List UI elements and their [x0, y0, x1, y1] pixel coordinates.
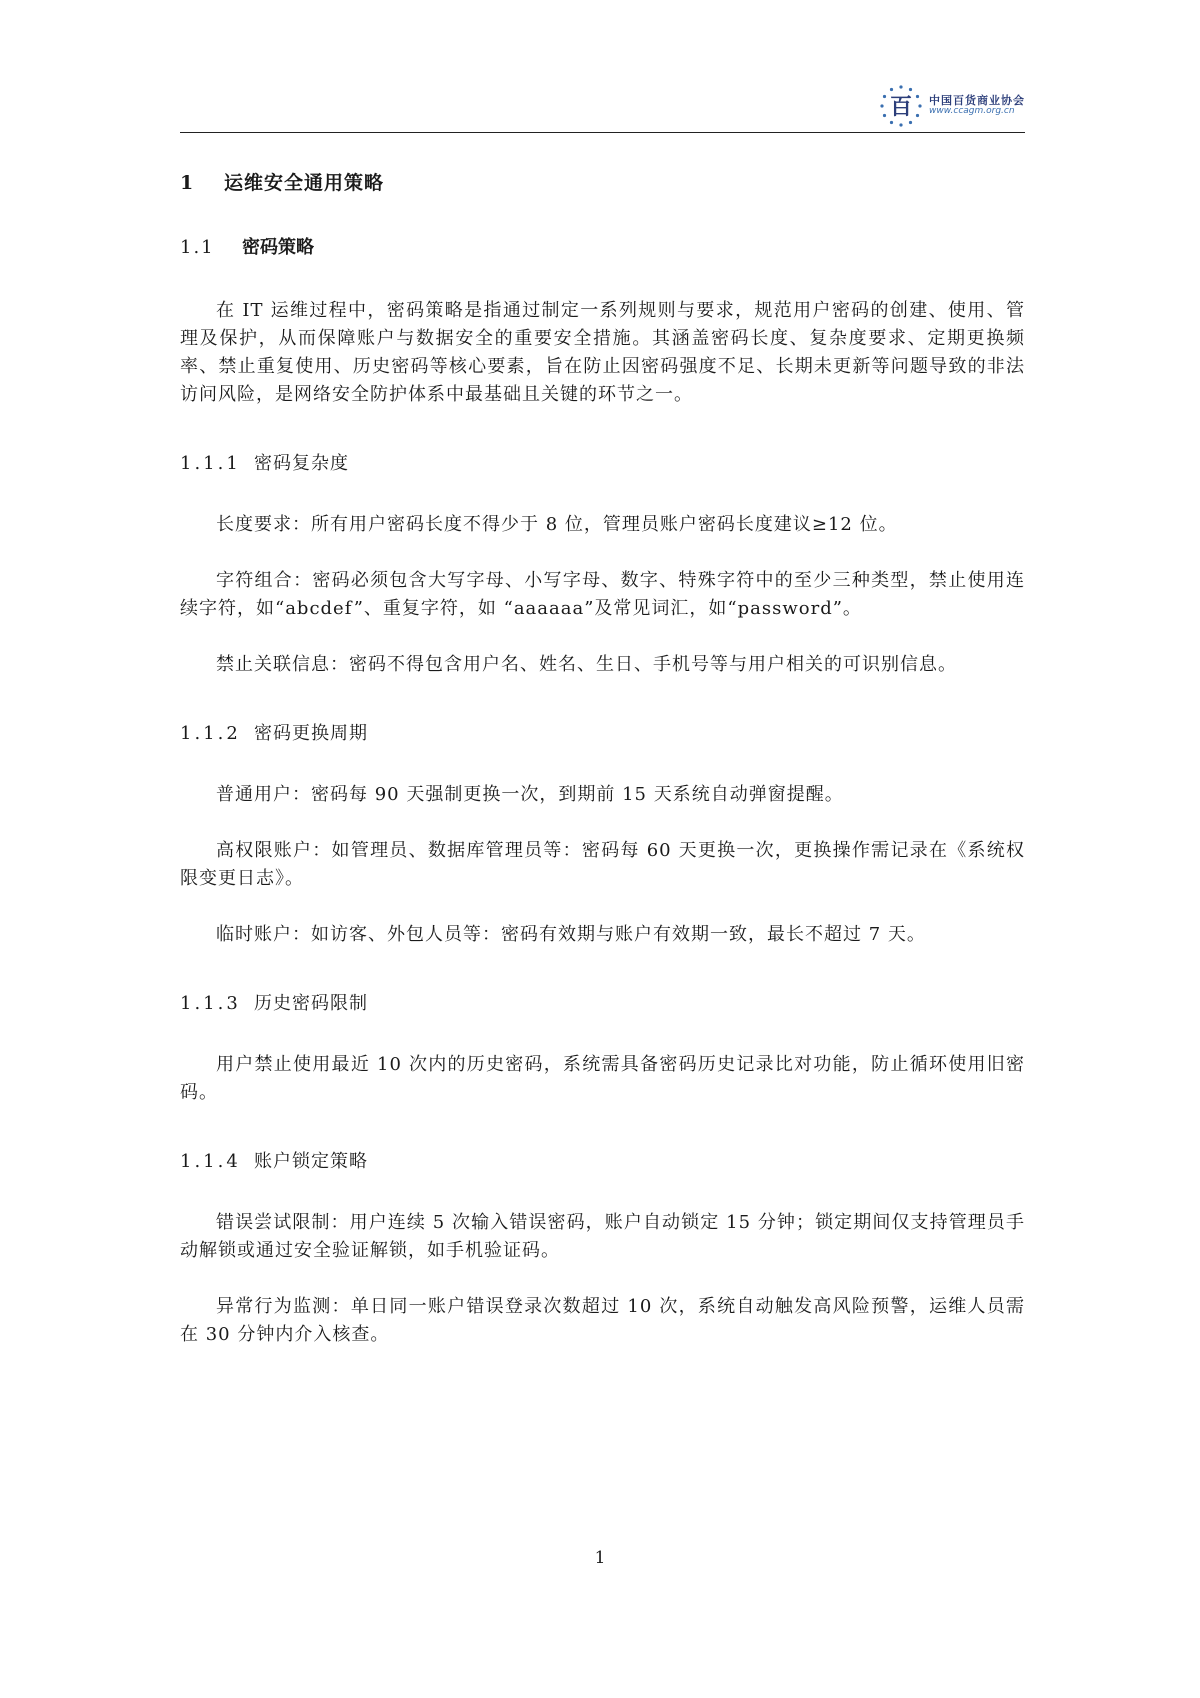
paragraph: 错误尝试限制：用户连续 5 次输入错误密码，账户自动锁定 15 分钟；锁定期间仅支持管理员手动解锁或通过安全验证解锁，如手机验证码。	[180, 1212, 1025, 1261]
section-1-1-title: 密码策略	[242, 237, 314, 258]
section-1-1-1-title: 密码复杂度	[254, 453, 349, 474]
section-1-title: 运维安全通用策略	[224, 172, 385, 194]
paragraph: 高权限账户：如管理员、数据库管理员等：密码每 60 天更换一次，更换操作需记录在《系统权限变更日志》。	[180, 840, 1025, 889]
paragraph: 字符组合：密码必须包含大写字母、小写字母、数字、特殊字符中的至少三种类型，禁止使用连续字符，如“abcdef”、重复字符，如 “aaaaaa”及常见词汇，如“password”。	[180, 570, 1025, 619]
section-1-1-4-heading	[180, 1147, 1025, 1173]
section-1-1-3-heading	[180, 989, 1025, 1015]
logo-chinese-name: 中国百货商业协会	[929, 94, 1025, 107]
page-header	[180, 80, 1025, 133]
section-1-1-4-number: 1.1.4	[180, 1151, 241, 1172]
association-logo	[879, 84, 1025, 128]
logo-text	[929, 95, 1025, 117]
paragraph: 禁止关联信息：密码不得包含用户名、姓名、生日、手机号等与用户相关的可识别信息。	[216, 654, 957, 675]
paragraph: 长度要求：所有用户密码长度不得少于 8 位，管理员账户密码长度建议≥12 位。	[216, 514, 898, 535]
page-number: 1	[594, 1548, 606, 1568]
section-1-1-2-number: 1.1.2	[180, 723, 241, 744]
section-1-1-heading	[180, 233, 1025, 259]
paragraph: 异常行为监测：单日同一账户错误登录次数超过 10 次，系统自动触发高风险预警，运维人员需在 30 分钟内介入核查。	[180, 1296, 1025, 1345]
association-logo-icon	[879, 84, 923, 128]
section-1-heading	[180, 168, 1025, 195]
section-1-1-3-title: 历史密码限制	[254, 993, 368, 1014]
paragraph: 普通用户：密码每 90 天强制更换一次，到期前 15 天系统自动弹窗提醒。	[216, 784, 844, 805]
section-1-1-2-title: 密码更换周期	[254, 723, 368, 744]
section-1-1-2-heading	[180, 719, 1025, 745]
logo-mark-glyph: 百	[889, 95, 913, 120]
section-1-1-intro: 在 IT 运维过程中，密码策略是指通过制定一系列规则与要求，规范用户密码的创建、使用、管理及保护，从而保障账户与数据安全的重要安全措施。其涵盖密码长度、复杂度要求、定期更换频率、禁止重复使用、历史密码等核心要素，旨在防止因密码强度不足、长期未更新等问题导致的非法访问风险，是网络安全防护体系中最基础且关键的环节之一。	[180, 300, 1025, 405]
section-1-1-4-title: 账户锁定策略	[254, 1151, 368, 1172]
section-1-1-1-heading	[180, 449, 1025, 475]
paragraph: 用户禁止使用最近 10 次内的历史密码，系统需具备密码历史记录比对功能，防止循环使用旧密码。	[180, 1054, 1025, 1103]
section-1-number: 1	[180, 172, 195, 194]
section-1-1-number: 1.1	[180, 237, 215, 258]
paragraph: 临时账户：如访客、外包人员等：密码有效期与账户有效期一致，最长不超过 7 天。	[216, 924, 926, 945]
document-content	[180, 168, 1025, 1377]
section-1-1-3-number: 1.1.3	[180, 993, 241, 1014]
section-1-1-1-number: 1.1.1	[180, 453, 241, 474]
logo-url: www.ccagm.org.cn	[929, 106, 1015, 117]
